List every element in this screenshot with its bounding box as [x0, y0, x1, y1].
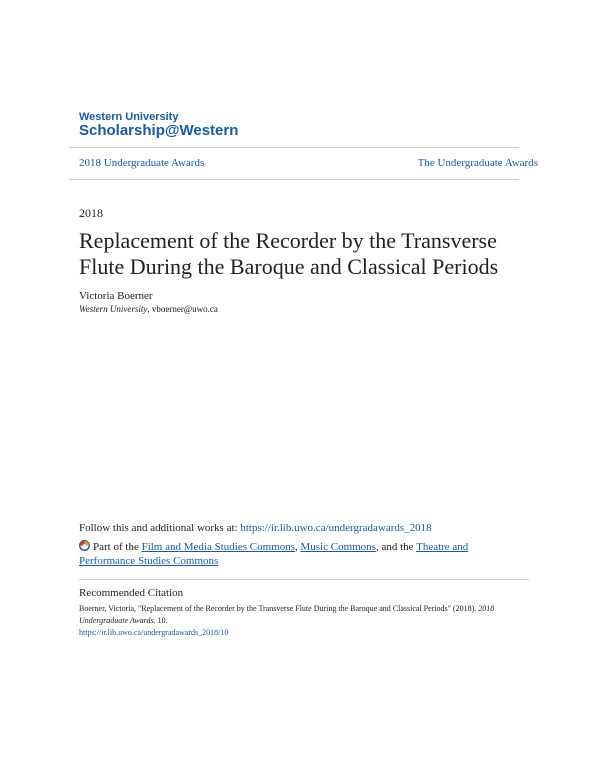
author-name: Victoria Boerner — [79, 290, 153, 302]
nav-divider — [69, 179, 519, 180]
follow-line — [79, 522, 432, 534]
citation-body: Boerner, Victoria, "Replacement of the Recorder by the Transverse Flute During the Baroque and Classical Periods" (2018). — [79, 604, 479, 613]
part-of-prefix: Part of the — [93, 541, 142, 553]
citation-url-link[interactable]: https://ir.lib.uwo.ca/undergradawards_2018/10 — [79, 628, 229, 637]
header-divider — [69, 147, 519, 148]
part-of-line — [79, 540, 509, 568]
citation-divider — [79, 579, 529, 580]
film-media-commons-link[interactable]: Film and Media Studies Commons — [141, 541, 295, 553]
publication-year: 2018 — [79, 206, 103, 220]
affiliation-name: Western University — [79, 304, 148, 314]
article-title: Replacement of the Recorder by the Transverse Flute During the Baroque and Classical Periods — [79, 228, 499, 279]
commons-network-icon — [79, 540, 90, 551]
part-of-sep2: , and the — [375, 541, 417, 553]
author-affiliation — [79, 304, 218, 314]
institution-name: Western University — [79, 111, 179, 123]
theatre-performance-commons-link[interactable]: Theatre and Performance Studies Commons — [79, 541, 469, 567]
citation-series: 2018 Undergraduate Awards — [79, 604, 495, 625]
collection-link[interactable]: 2018 Undergraduate Awards — [79, 157, 205, 169]
follow-url-link[interactable]: https://ir.lib.uwo.ca/undergradawards_2018 — [240, 522, 432, 534]
author-email[interactable]: , vboerner@uwo.ca — [147, 304, 218, 314]
citation-heading: Recommended Citation — [79, 587, 184, 599]
follow-prefix: Follow this and additional works at: — [79, 522, 241, 534]
citation-text — [79, 603, 519, 639]
music-commons-link[interactable]: Music Commons — [300, 541, 376, 553]
part-of-sep1: , — [294, 541, 301, 553]
series-link[interactable]: The Undergraduate Awards — [417, 157, 538, 169]
repository-name[interactable]: Scholarship@Western — [79, 122, 239, 139]
citation-number: . 10. — [153, 616, 168, 625]
